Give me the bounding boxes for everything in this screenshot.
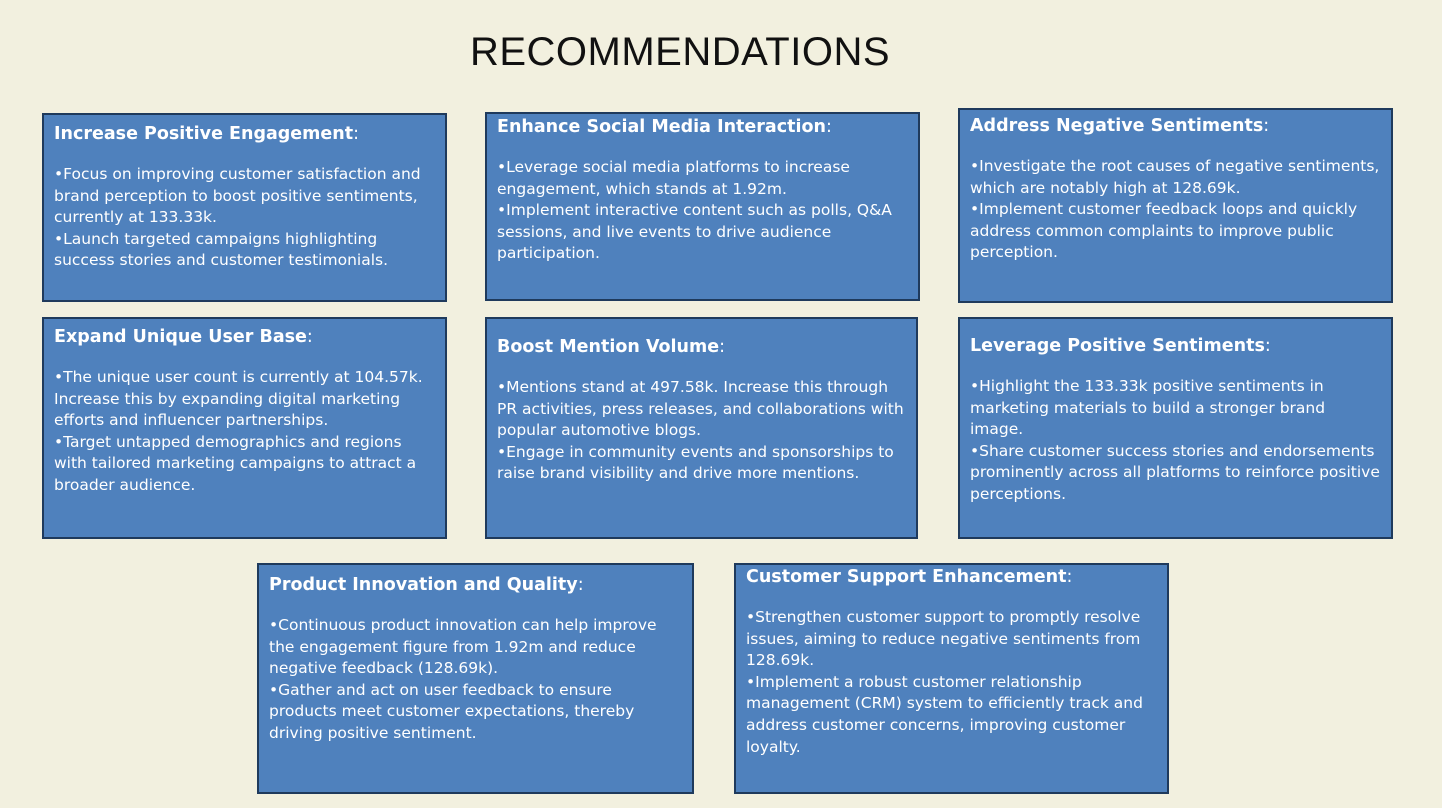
- card-product-innovation-and-quality: [257, 563, 694, 794]
- card-bullet: •Leverage social media platforms to increase engagement, which stands at 1.92m.: [497, 158, 850, 198]
- card-increase-positive-engagement: [42, 113, 447, 302]
- card-bullet: •Implement customer feedback loops and quickly address common complaints to improve public perception.: [970, 200, 1358, 262]
- card-title: [970, 334, 1381, 358]
- card-title-colon: :: [719, 337, 726, 357]
- card-title-text: Expand Unique User Base: [54, 327, 307, 347]
- card-title-text: Address Negative Sentiments: [970, 116, 1264, 136]
- card-title-text: Increase Positive Engagement: [54, 124, 354, 144]
- card-bullet: •Target untapped demographics and regions with tailored marketing campaigns to attract a broader audience.: [54, 432, 417, 494]
- card-title-text: Leverage Positive Sentiments: [970, 336, 1265, 356]
- card-bullet: •Implement interactive content such as polls, Q&A sessions, and live events to drive audience participation.: [497, 201, 892, 263]
- card-bullet: •Focus on improving customer satisfaction and brand perception to boost positive sentiments, currently at 133.33k.: [54, 165, 421, 227]
- card-title: [970, 114, 1381, 138]
- card-title: [54, 122, 435, 146]
- card-title-colon: :: [825, 117, 832, 137]
- card-title-text: Customer Support Enhancement: [746, 567, 1067, 587]
- card-title-colon: :: [353, 124, 360, 144]
- card-expand-unique-user-base: [42, 317, 447, 539]
- card-bullet: •Continuous product innovation can help improve the engagement figure from 1.92m and reduce negative feedback (128.69k).: [269, 616, 657, 678]
- card-title: [497, 335, 906, 359]
- card-title: [497, 115, 908, 139]
- card-address-negative-sentiments: [958, 108, 1393, 303]
- card-bullet: •The unique user count is currently at 104.57k. Increase this by expanding digital marketing efforts and influencer partnerships.: [54, 368, 423, 430]
- card-bullet: •Investigate the root causes of negative sentiments, which are notably high at 128.69k.: [970, 157, 1380, 197]
- card-title: [746, 565, 1157, 589]
- card-title-text: Boost Mention Volume: [497, 337, 720, 357]
- card-bullet: •Engage in community events and sponsorships to raise brand visibility and drive more mentions.: [497, 442, 894, 483]
- card-bullet: •Strengthen customer support to promptly resolve issues, aiming to reduce negative sentiments from 128.69k.: [746, 608, 1141, 670]
- card-title-colon: :: [577, 575, 584, 595]
- card-bullet: •Highlight the 133.33k positive sentiments in marketing materials to build a stronger brand image.: [970, 377, 1326, 439]
- card-title-colon: :: [1264, 336, 1271, 356]
- card-title: [269, 573, 682, 597]
- card-title-colon: :: [1263, 116, 1270, 136]
- card-boost-mention-volume: [485, 317, 918, 539]
- card-title-colon: :: [1066, 567, 1073, 587]
- card-bullet: •Share customer success stories and endorsements prominently across all platforms to reinforce positive perceptions.: [970, 441, 1380, 503]
- page-title: RECOMMENDATIONS: [469, 30, 891, 74]
- card-bullet: •Mentions stand at 497.58k. Increase this through PR activities, press releases, and collaborations with popular automotive blogs.: [497, 378, 904, 440]
- card-title-text: Enhance Social Media Interaction: [497, 117, 826, 137]
- card-leverage-positive-sentiments: [958, 317, 1393, 539]
- card-bullet: •Implement a robust customer relationship management (CRM) system to efficiently track and address customer concerns, improving customer loyalty.: [746, 672, 1143, 756]
- card-title-text: Product Innovation and Quality: [269, 575, 578, 595]
- card-title-colon: :: [306, 327, 313, 347]
- card-bullet: •Launch targeted campaigns highlighting success stories and customer testimonials.: [54, 229, 389, 270]
- card-customer-support-enhancement: [734, 563, 1169, 794]
- card-title: [54, 325, 435, 349]
- card-enhance-social-media-interaction: [485, 112, 920, 301]
- card-bullet: •Gather and act on user feedback to ensure products meet customer expectations, thereby driving positive sentiment.: [269, 680, 635, 742]
